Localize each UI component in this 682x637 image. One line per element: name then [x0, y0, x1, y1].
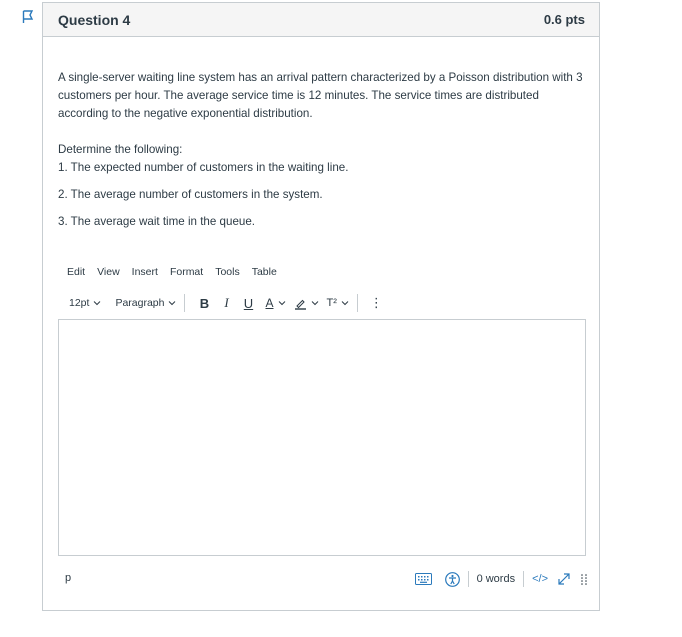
- keyboard-shortcuts-button[interactable]: [415, 573, 432, 585]
- statusbar-divider: [468, 571, 469, 587]
- question-item: 3. The average wait time in the queue.: [58, 215, 256, 228]
- block-format-value: Paragraph: [115, 297, 165, 309]
- toolbar-divider: [357, 294, 358, 312]
- question-text: [58, 69, 588, 231]
- flag-icon[interactable]: [22, 10, 35, 24]
- element-path[interactable]: p: [65, 572, 72, 584]
- chevron-down-icon: [311, 299, 319, 307]
- superscript-button[interactable]: [327, 297, 349, 309]
- question-prompt: Determine the following:: [58, 143, 183, 156]
- font-size-value: 12pt: [69, 297, 90, 309]
- menu-edit[interactable]: Edit: [67, 266, 86, 278]
- statusbar-divider: [523, 571, 524, 587]
- menu-table[interactable]: Table: [251, 266, 277, 278]
- question-item: 1. The expected number of customers in the waiting line.: [58, 161, 349, 174]
- question-item: 2. The average number of customers in the system.: [58, 188, 323, 201]
- font-size-select[interactable]: [69, 297, 101, 309]
- question-paragraph: A single-server waiting line system has an arrival pattern characterized by a Poisson distribution with 3 customers per hour. The average service time is 12 minutes. The service times are distributed according to the negative exponential distribution.: [58, 71, 583, 120]
- editor-toolbar: [69, 293, 383, 313]
- more-options-button[interactable]: ⋮: [369, 295, 383, 310]
- menu-tools[interactable]: Tools: [215, 266, 240, 278]
- chevron-down-icon: [93, 299, 101, 307]
- fullscreen-icon: [557, 572, 571, 586]
- chevron-down-icon: [341, 299, 349, 307]
- statusbar-actions: [415, 569, 588, 589]
- italic-button[interactable]: I: [224, 295, 229, 310]
- accessibility-checker-button[interactable]: [445, 572, 460, 587]
- accessibility-icon: [445, 572, 460, 587]
- toolbar-divider: [184, 294, 185, 312]
- resize-grip-icon: [580, 573, 588, 585]
- question-points: 0.6 pts: [543, 12, 585, 27]
- menu-view[interactable]: View: [97, 266, 120, 278]
- text-color-button[interactable]: [265, 296, 285, 310]
- question-card: [42, 2, 600, 611]
- html-editor-toggle[interactable]: </>: [532, 573, 548, 585]
- highlight-color-button[interactable]: [294, 297, 319, 310]
- keyboard-icon: [415, 573, 432, 585]
- rich-text-editor[interactable]: [58, 319, 586, 556]
- resize-handle[interactable]: [580, 573, 588, 585]
- fullscreen-button[interactable]: [557, 572, 571, 586]
- menu-insert[interactable]: Insert: [131, 266, 158, 278]
- question-title: Question 4: [58, 11, 131, 28]
- highlighter-icon: [294, 297, 307, 310]
- text-color-icon: A: [265, 296, 274, 310]
- menu-format[interactable]: Format: [169, 266, 204, 278]
- underline-button[interactable]: U: [243, 295, 254, 311]
- superscript-icon: T²: [326, 297, 337, 309]
- editor-menubar: [67, 266, 289, 278]
- word-count[interactable]: 0 words: [476, 573, 516, 585]
- question-header: [43, 3, 599, 37]
- block-format-select[interactable]: [115, 297, 176, 309]
- chevron-down-icon: [278, 299, 286, 307]
- bold-button[interactable]: B: [199, 295, 210, 311]
- chevron-down-icon: [168, 299, 176, 307]
- editor-statusbar: [58, 569, 588, 589]
